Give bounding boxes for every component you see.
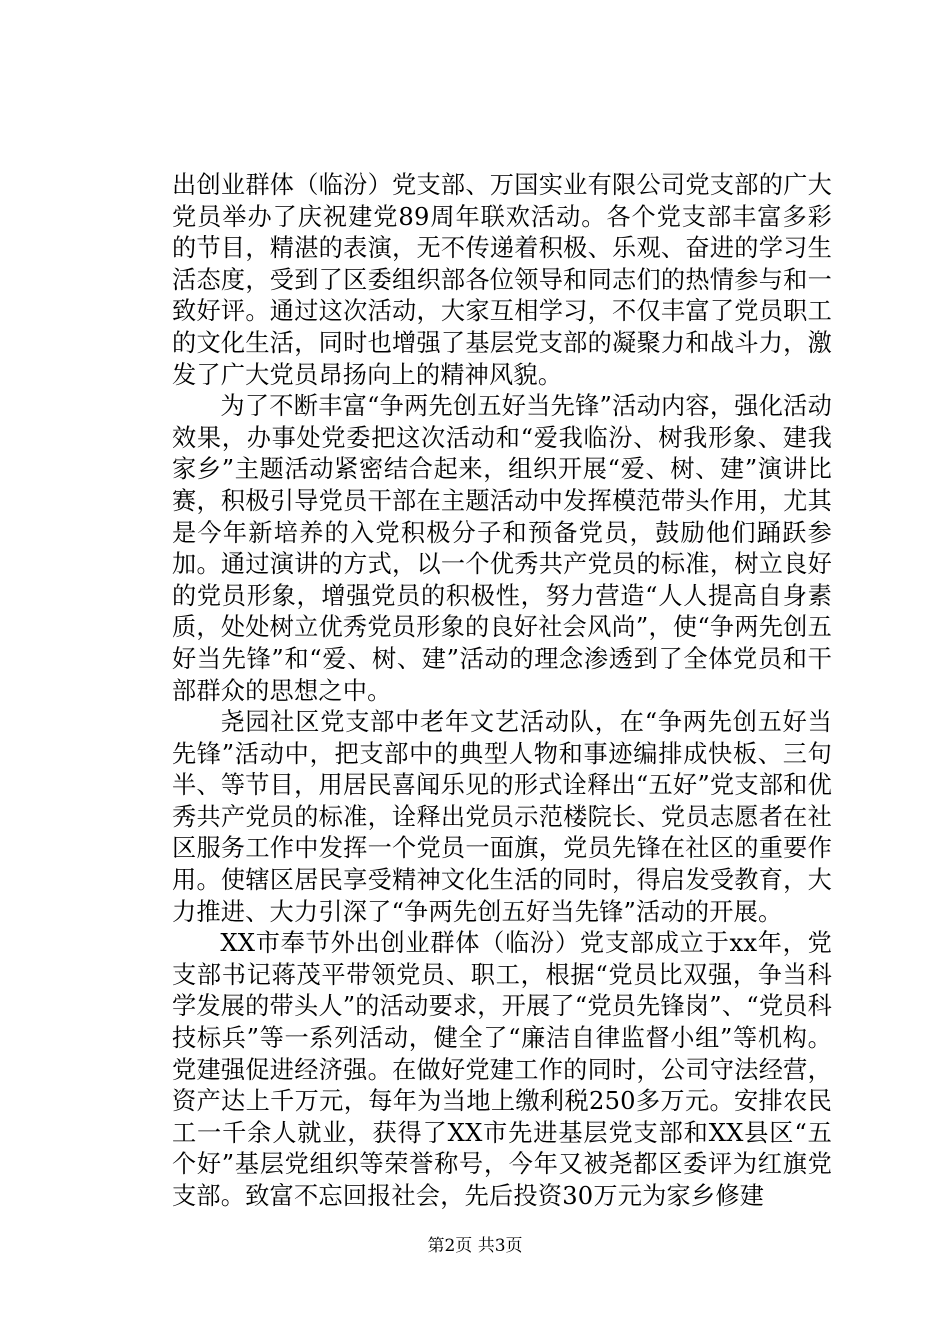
paragraph-2: 为了不断丰富“争两先创五好当先锋”活动内容，强化活动效果，办事处党委把这次活动和“爱我临汾、树我形象、建我家乡”主题活动紧密结合起来，组织开展“爱、树、建”演讲比赛，积极引导党员干部在主题活动中发挥模范带头作用，尤其是今年新培养的入党积极分子和预备党员，鼓励他们踊跃参加。通过演讲的方式，以一个优秀共产党员的标准，树立良好的党员形象，增强党员的积极性，努力营造“人人提高自身素质，处处树立优秀党员形象的良好社会风尚”，使“争两先创五好当先锋”和“爱、树、建”活动的理念渗透到了全体党员和干部群众的思想之中。 bbox=[172, 392, 832, 705]
page-footer: 第2页 共3页 bbox=[427, 1236, 523, 1256]
paragraph-3: 尧园社区党支部中老年文艺活动队，在“争两先创五好当先锋”活动中，把支部中的典型人物和事迹编排成快板、三句半、等节目，用居民喜闻乐见的形式诠释出“五好”党支部和优秀共产党员的标准，诠释出党员示范楼院长、党员志愿者在社区服务工作中发挥一个党员一面旗，党员先锋在社区的重要作用。使辖区居民享受精神文化生活的同时，得启发受教育，大力推进、大力引深了“争两先创五好当先锋”活动的开展。 bbox=[172, 708, 832, 926]
document-body bbox=[172, 170, 832, 1213]
paragraph-4: XX市奉节外出创业群体（临汾）党支部成立于xx年，党支部书记蒋茂平带领党员、职工，根据“党员比双强，争当科学发展的带头人”的活动要求，开展了“党员先锋岗”、“党员科技标兵”等一系列活动，健全了“廉洁自律监督小组”等机构。党建强促进经济强。在做好党建工作的同时，公司守法经营，资产达上千万元，每年为当地上缴利税250多万元。安排农民工一千余人就业，获得了XX市先进基层党支部和XX县区“五个好”基层党组织等荣誉称号，今年又被尧都区委评为红旗党支部。致富不忘回报社会，先后投资30万元为家乡修建 bbox=[172, 929, 832, 1210]
paragraph-1: 出创业群体（临汾）党支部、万国实业有限公司党支部的广大党员举办了庆祝建党89周年联欢活动。各个党支部丰富多彩的节目，精湛的表演，无不传递着积极、乐观、奋进的学习生活态度，受到了区委组织部各位领导和同志们的热情参与和一致好评。通过这次活动，大家互相学习，不仅丰富了党员职工的文化生活，同时也增强了基层党支部的凝聚力和战斗力，激发了广大党员昂扬向上的精神风貌。 bbox=[172, 171, 832, 389]
